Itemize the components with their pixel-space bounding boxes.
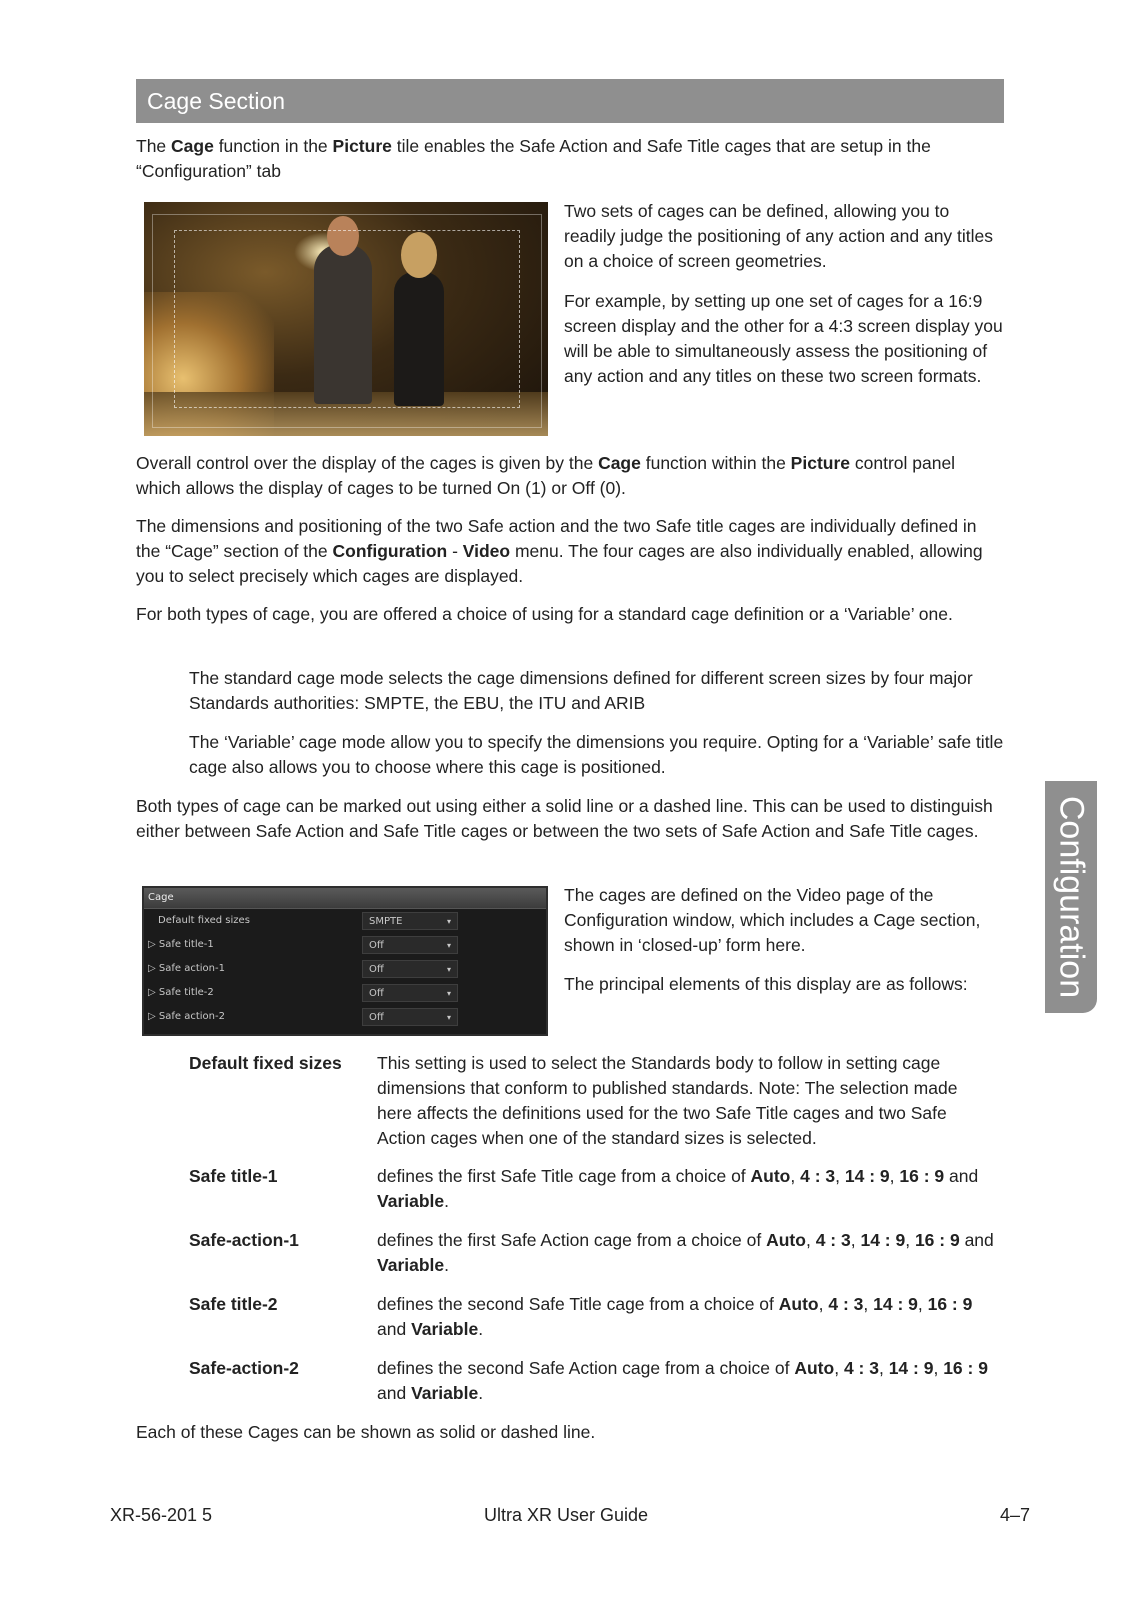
- line-style-paragraph: Both types of cage can be marked out using either a solid line or a dashed line. This can be used to distinguish either between Safe Action and Safe Title cages or between the two sets of Safe Action and Safe Title cages.: [136, 796, 993, 841]
- row-label: ▷ Safe title-2: [148, 987, 214, 998]
- safe-title-2-row[interactable]: [144, 981, 546, 1005]
- cage-example-photo: [144, 202, 548, 436]
- overall-control-paragraph: Overall control over the display of the cages is given by the Cage function within the Picture control panel which allows the display of cages to be turned On (1) or Off (0).: [136, 453, 956, 498]
- standard-mode-paragraph: The standard cage mode selects the cage dimensions defined for different screen sizes by four major Standards authorities: SMPTE, the EBU, the ITU and ARIB: [189, 668, 973, 713]
- desc-safe-title-2: defines the second Safe Title cage from a choice of Auto, 4 : 3, 14 : 9, 16 : 9 and Variable.: [377, 1294, 973, 1339]
- row-label: Default fixed sizes: [158, 915, 250, 926]
- both-types-paragraph: For both types of cage, you are offered a choice of using for a standard cage definition or a ‘Variable’ one.: [136, 604, 953, 624]
- safe-action-1-row[interactable]: [144, 957, 546, 981]
- panel-paragraph-2: The principal elements of this display are as follows:: [564, 974, 968, 994]
- variable-mode-paragraph: The ‘Variable’ cage mode allow you to specify the dimensions you require. Opting for a ‘Variable’ safe title cage also allows you to choose where this cage is positioned.: [189, 732, 1004, 777]
- safe-action-2-row[interactable]: [144, 1005, 546, 1029]
- term-default-fixed-sizes: Default fixed sizes: [189, 1053, 342, 1073]
- chevron-down-icon: ▾: [446, 965, 451, 974]
- section-title: Cage Section: [136, 79, 1004, 123]
- row-label: ▷ Safe title-1: [148, 939, 214, 950]
- intro-paragraph: The Cage function in the Picture tile enables the Safe Action and Safe Title cages that are setup in the “Configuration” tab: [136, 136, 931, 181]
- safe-title-cage-outline: [174, 230, 520, 408]
- term-safe-title-1: Safe title-1: [189, 1166, 278, 1186]
- term-safe-action-2: Safe-action-2: [189, 1358, 299, 1378]
- safe-action-1-dropdown[interactable]: Off ▾: [362, 960, 458, 978]
- side-tab-label: Configuration: [1052, 795, 1091, 999]
- cage-config-panel: [142, 886, 548, 1036]
- configuration-side-tab: [1045, 781, 1097, 1013]
- cage-panel-title: Cage: [144, 888, 546, 909]
- panel-paragraph-1: The cages are defined on the Video page of the Configuration window, which includes a Cage section, shown in ‘closed-up’ form here.: [564, 885, 981, 955]
- row-label: ▷ Safe action-1: [148, 963, 225, 974]
- row-label: ▷ Safe action-2: [148, 1011, 225, 1022]
- photo-paragraph-2: For example, by setting up one set of cages for a 16:9 screen display and the other for a 4:3 screen display you will be able to simultaneously assess the positioning of any action and any titles on these two screen formats.: [564, 291, 1003, 386]
- safe-title-2-dropdown[interactable]: Off ▾: [362, 984, 458, 1002]
- footer-page-number: 4–7: [1000, 1505, 1031, 1525]
- safe-title-1-dropdown[interactable]: Off ▾: [362, 936, 458, 954]
- closing-paragraph: Each of these Cages can be shown as solid or dashed line.: [136, 1422, 596, 1442]
- default-fixed-sizes-row: [144, 909, 546, 933]
- footer-doc-number: XR-56-201 5: [110, 1505, 213, 1525]
- desc-safe-title-1: defines the first Safe Title cage from a choice of Auto, 4 : 3, 14 : 9, 16 : 9 and Variable.: [377, 1166, 979, 1211]
- safe-action-2-dropdown[interactable]: Off ▾: [362, 1008, 458, 1026]
- term-safe-action-1: Safe-action-1: [189, 1230, 299, 1250]
- chevron-down-icon: ▾: [446, 941, 451, 950]
- desc-default-fixed-sizes: This setting is used to select the Standards body to follow in setting cage dimensions that conform to published standards. Note: The selection made here affects the definitions used for the two Safe Title cages and two Safe Action cages when one of the standard sizes is selected.: [377, 1053, 958, 1148]
- desc-safe-action-1: defines the first Safe Action cage from a choice of Auto, 4 : 3, 14 : 9, 16 : 9 and Variable.: [377, 1230, 994, 1275]
- dimensions-paragraph: The dimensions and positioning of the two Safe action and the two Safe title cages are individually defined in the “Cage” section of the Configuration - Video menu. The four cages are also individually enabled, allowing you to select precisely which cages are displayed.: [136, 516, 983, 586]
- chevron-down-icon: ▾: [446, 917, 451, 926]
- chevron-down-icon: ▾: [446, 989, 451, 998]
- chevron-down-icon: ▾: [446, 1013, 451, 1022]
- term-safe-title-2: Safe title-2: [189, 1294, 278, 1314]
- photo-paragraph-1: Two sets of cages can be defined, allowing you to readily judge the positioning of any action and any titles on a choice of screen geometries.: [564, 201, 994, 271]
- default-fixed-sizes-dropdown[interactable]: SMPTE ▾: [362, 912, 458, 930]
- desc-safe-action-2: defines the second Safe Action cage from a choice of Auto, 4 : 3, 14 : 9, 16 : 9 and Variable.: [377, 1358, 988, 1403]
- safe-title-1-row[interactable]: [144, 933, 546, 957]
- footer-guide-title: Ultra XR User Guide: [483, 1505, 649, 1525]
